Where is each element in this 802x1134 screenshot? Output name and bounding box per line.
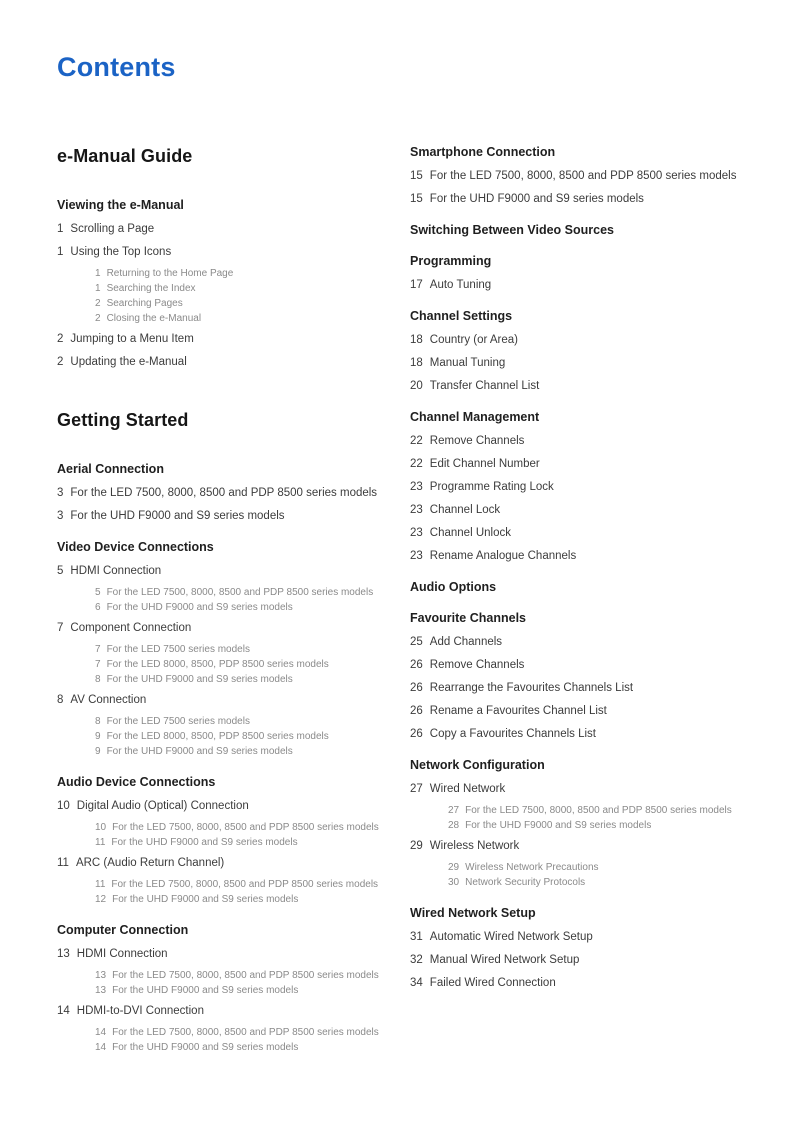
- item-label: Searching Pages: [106, 298, 183, 309]
- page-number: 7: [57, 622, 64, 634]
- toc-section: [410, 223, 745, 237]
- item-label: Channel Lock: [429, 504, 501, 516]
- item-label: Wireless Network Precautions: [465, 862, 599, 873]
- toc-subitem: [57, 985, 410, 997]
- toc-columns: [57, 145, 745, 1057]
- toc-subitem: [410, 805, 745, 817]
- toc-subitem: [410, 877, 745, 889]
- toc-item: [410, 379, 745, 393]
- section-heading: Channel Management: [410, 410, 540, 424]
- item-label: For the UHD F9000 and S9 series models: [106, 746, 293, 757]
- item-label: Digital Audio (Optical) Connection: [76, 800, 249, 812]
- toc-section: [410, 309, 745, 393]
- page-number: 15: [410, 193, 423, 205]
- page-title: Contents: [57, 52, 176, 82]
- toc-item: [410, 278, 745, 292]
- item-label: HDMI Connection: [76, 948, 168, 960]
- item-label: For the UHD F9000 and S9 series models: [70, 510, 285, 522]
- section-heading: Switching Between Video Sources: [410, 223, 614, 237]
- page-number: 1: [95, 283, 101, 294]
- item-label: For the UHD F9000 and S9 series models: [112, 894, 299, 905]
- toc-item: [410, 434, 745, 448]
- item-label: For the UHD F9000 and S9 series models: [111, 837, 298, 848]
- chapter-title: e-Manual Guide: [57, 146, 193, 166]
- toc-subitem: [410, 862, 745, 874]
- page-number: 17: [410, 279, 423, 291]
- page-number: 23: [410, 527, 423, 539]
- page-number: 23: [410, 550, 423, 562]
- toc-item: [57, 222, 410, 236]
- toc-item: [410, 169, 745, 183]
- page-number: 29: [448, 862, 460, 873]
- toc-item: [410, 976, 745, 990]
- page-number: 10: [95, 822, 107, 833]
- item-label: For the LED 7500 series models: [106, 716, 250, 727]
- page-number: 11: [95, 879, 106, 890]
- toc-item: [57, 355, 410, 369]
- page-number: 14: [57, 1005, 70, 1017]
- toc-subitem: [57, 879, 410, 891]
- page-number: 8: [95, 674, 101, 685]
- item-label: Network Security Protocols: [465, 877, 586, 888]
- item-label: For the LED 7500, 8000, 8500 and PDP 8500 series models: [112, 1027, 379, 1038]
- item-label: Manual Tuning: [429, 357, 506, 369]
- item-label: For the LED 7500, 8000, 8500 and PDP 8500 series models: [70, 487, 378, 499]
- toc-section: [57, 923, 410, 1054]
- page-number: 13: [57, 948, 70, 960]
- toc-item: [410, 704, 745, 718]
- item-label: Returning to the Home Page: [106, 268, 234, 279]
- item-label: For the LED 7500, 8000, 8500 and PDP 8500 series models: [465, 805, 732, 816]
- page-number: 2: [95, 313, 101, 324]
- toc-item: [410, 526, 745, 540]
- page-number: 11: [95, 837, 106, 848]
- item-label: Automatic Wired Network Setup: [429, 931, 593, 943]
- item-label: HDMI Connection: [70, 565, 162, 577]
- page-number: 3: [57, 510, 64, 522]
- page-number: 8: [95, 716, 101, 727]
- toc-subitem: [57, 283, 410, 295]
- section-heading: Smartphone Connection: [410, 145, 556, 159]
- item-label: Rename Analogue Channels: [429, 550, 577, 562]
- toc-item: [410, 930, 745, 944]
- section-heading: Viewing the e-Manual: [57, 198, 184, 212]
- toc-subitem: [57, 1027, 410, 1039]
- page-number: 9: [95, 731, 101, 742]
- item-label: For the LED 7500 series models: [106, 644, 250, 655]
- section-heading: Audio Options: [410, 580, 497, 594]
- item-label: HDMI-to-DVI Connection: [76, 1005, 204, 1017]
- page-number: 2: [57, 333, 64, 345]
- item-label: Wireless Network: [429, 840, 520, 852]
- page-number: 5: [95, 587, 101, 598]
- item-label: For the UHD F9000 and S9 series models: [465, 820, 652, 831]
- toc-item: [57, 332, 410, 346]
- toc-section: [410, 906, 745, 990]
- section-heading: Computer Connection: [57, 923, 189, 937]
- item-label: Auto Tuning: [429, 279, 492, 291]
- toc-subitem: [57, 837, 410, 849]
- section-heading: Video Device Connections: [57, 540, 214, 554]
- page-number: 5: [57, 565, 64, 577]
- toc-item: [410, 356, 745, 370]
- toc-subitem: [57, 716, 410, 728]
- item-label: Remove Channels: [429, 659, 525, 671]
- toc-section: [410, 580, 745, 594]
- item-label: Rename a Favourites Channel List: [429, 705, 607, 717]
- item-label: Jumping to a Menu Item: [70, 333, 194, 345]
- toc-section: [57, 775, 410, 906]
- toc-item: [410, 839, 745, 853]
- page-number: 1: [95, 268, 101, 279]
- item-label: Closing the e-Manual: [106, 313, 202, 324]
- toc-subitem: [57, 894, 410, 906]
- page-number: 15: [410, 170, 423, 182]
- page-number: 26: [410, 682, 423, 694]
- page-number: 10: [57, 800, 70, 812]
- item-label: Updating the e-Manual: [70, 356, 187, 368]
- page-number: 2: [57, 356, 64, 368]
- item-label: For the UHD F9000 and S9 series models: [112, 1042, 299, 1053]
- section-heading: Audio Device Connections: [57, 775, 216, 789]
- page-number: 28: [448, 820, 460, 831]
- toc-item: [410, 681, 745, 695]
- page-number: 20: [410, 380, 423, 392]
- item-label: Scrolling a Page: [70, 223, 155, 235]
- toc-subitem: [410, 820, 745, 832]
- page-number: 12: [95, 894, 107, 905]
- toc-column-right: [410, 145, 745, 999]
- toc-item: [57, 564, 410, 578]
- page-number: 13: [95, 985, 107, 996]
- toc-section: [57, 462, 410, 523]
- toc-section: [410, 145, 745, 206]
- chapter-title: Getting Started: [57, 410, 189, 430]
- page-number: 6: [95, 602, 101, 613]
- toc-item: [410, 480, 745, 494]
- toc-subitem: [57, 731, 410, 743]
- page-number: 18: [410, 357, 423, 369]
- page-number: 26: [410, 705, 423, 717]
- section-heading: Favourite Channels: [410, 611, 526, 625]
- page-number: 3: [57, 487, 64, 499]
- page-number: 7: [95, 659, 101, 670]
- page-number: 14: [95, 1042, 107, 1053]
- toc-item: [57, 799, 410, 813]
- page-number: 18: [410, 334, 423, 346]
- page-number: 27: [448, 805, 460, 816]
- page-number: 11: [57, 857, 69, 869]
- toc-section: [410, 611, 745, 741]
- toc-section: [410, 410, 745, 563]
- page-number: 27: [410, 783, 423, 795]
- item-label: Add Channels: [429, 636, 503, 648]
- page-number: 14: [95, 1027, 107, 1038]
- toc-item: [57, 947, 410, 961]
- item-label: For the LED 7500, 8000, 8500 and PDP 8500 series models: [111, 879, 379, 890]
- toc-section: [410, 254, 745, 292]
- toc-item: [410, 457, 745, 471]
- toc-subitem: [57, 822, 410, 834]
- toc-subitem: [57, 587, 410, 599]
- item-label: For the UHD F9000 and S9 series models: [112, 985, 299, 996]
- toc-item: [57, 1004, 410, 1018]
- item-label: Edit Channel Number: [429, 458, 540, 470]
- section-heading: Programming: [410, 254, 492, 268]
- item-label: Manual Wired Network Setup: [429, 954, 580, 966]
- item-label: For the LED 7500, 8000, 8500 and PDP 8500 series models: [106, 587, 374, 598]
- section-heading: Wired Network Setup: [410, 906, 536, 920]
- item-label: Remove Channels: [429, 435, 525, 447]
- item-label: Wired Network: [429, 783, 506, 795]
- toc-item: [57, 856, 410, 870]
- item-label: Searching the Index: [106, 283, 196, 294]
- toc-subitem: [57, 970, 410, 982]
- page-number: 32: [410, 954, 423, 966]
- page-number: 9: [95, 746, 101, 757]
- item-label: AV Connection: [70, 694, 147, 706]
- item-label: Failed Wired Connection: [429, 977, 556, 989]
- toc-item: [410, 635, 745, 649]
- toc-subitem: [57, 659, 410, 671]
- toc-item: [410, 953, 745, 967]
- item-label: Transfer Channel List: [429, 380, 540, 392]
- toc-section: [57, 198, 410, 369]
- toc-item: [410, 333, 745, 347]
- item-label: For the LED 7500, 8000, 8500 and PDP 8500 series models: [429, 170, 737, 182]
- toc-item: [410, 727, 745, 741]
- page-number: 30: [448, 877, 460, 888]
- page-number: 25: [410, 636, 423, 648]
- item-label: For the UHD F9000 and S9 series models: [429, 193, 644, 205]
- toc-subitem: [57, 313, 410, 325]
- section-heading: Aerial Connection: [57, 462, 164, 476]
- toc-section: [410, 758, 745, 889]
- toc-item: [410, 192, 745, 206]
- section-heading: Channel Settings: [410, 309, 513, 323]
- item-label: Component Connection: [70, 622, 192, 634]
- toc-item: [57, 693, 410, 707]
- toc-section: [57, 540, 410, 758]
- page-number: 29: [410, 840, 423, 852]
- toc-subitem: [57, 602, 410, 614]
- item-label: Programme Rating Lock: [429, 481, 554, 493]
- page-number: 1: [57, 223, 64, 235]
- toc-subitem: [57, 1042, 410, 1054]
- toc-item: [410, 782, 745, 796]
- page-number: 23: [410, 481, 423, 493]
- section-heading: Network Configuration: [410, 758, 545, 772]
- item-label: For the LED 8000, 8500, PDP 8500 series models: [106, 659, 329, 670]
- toc-subitem: [57, 746, 410, 758]
- item-label: Channel Unlock: [429, 527, 511, 539]
- page-number: 26: [410, 659, 423, 671]
- page-number: 31: [410, 931, 423, 943]
- page-number: 7: [95, 644, 101, 655]
- item-label: For the UHD F9000 and S9 series models: [106, 674, 293, 685]
- item-label: For the LED 7500, 8000, 8500 and PDP 8500 series models: [112, 822, 379, 833]
- item-label: Rearrange the Favourites Channels List: [429, 682, 634, 694]
- page-number: 22: [410, 435, 423, 447]
- toc-item: [57, 245, 410, 259]
- item-label: For the LED 7500, 8000, 8500 and PDP 8500 series models: [112, 970, 379, 981]
- page-number: 22: [410, 458, 423, 470]
- item-label: Using the Top Icons: [70, 246, 172, 258]
- toc-item: [57, 486, 410, 500]
- toc-subitem: [57, 674, 410, 686]
- toc-subitem: [57, 644, 410, 656]
- page-number: 23: [410, 504, 423, 516]
- page-number: 2: [95, 298, 101, 309]
- toc-subitem: [57, 298, 410, 310]
- toc-item: [410, 549, 745, 563]
- page-number: 8: [57, 694, 64, 706]
- toc-item: [410, 658, 745, 672]
- page-number: 34: [410, 977, 423, 989]
- page-number: 26: [410, 728, 423, 740]
- item-label: ARC (Audio Return Channel): [75, 857, 225, 869]
- page-number: 13: [95, 970, 107, 981]
- item-label: Copy a Favourites Channels List: [429, 728, 596, 740]
- toc-item: [57, 621, 410, 635]
- item-label: For the LED 8000, 8500, PDP 8500 series models: [106, 731, 329, 742]
- toc-column-left: [57, 145, 410, 1057]
- item-label: For the UHD F9000 and S9 series models: [106, 602, 293, 613]
- toc-item: [57, 509, 410, 523]
- toc-item: [410, 503, 745, 517]
- item-label: Country (or Area): [429, 334, 518, 346]
- toc-subitem: [57, 268, 410, 280]
- page-number: 1: [57, 246, 64, 258]
